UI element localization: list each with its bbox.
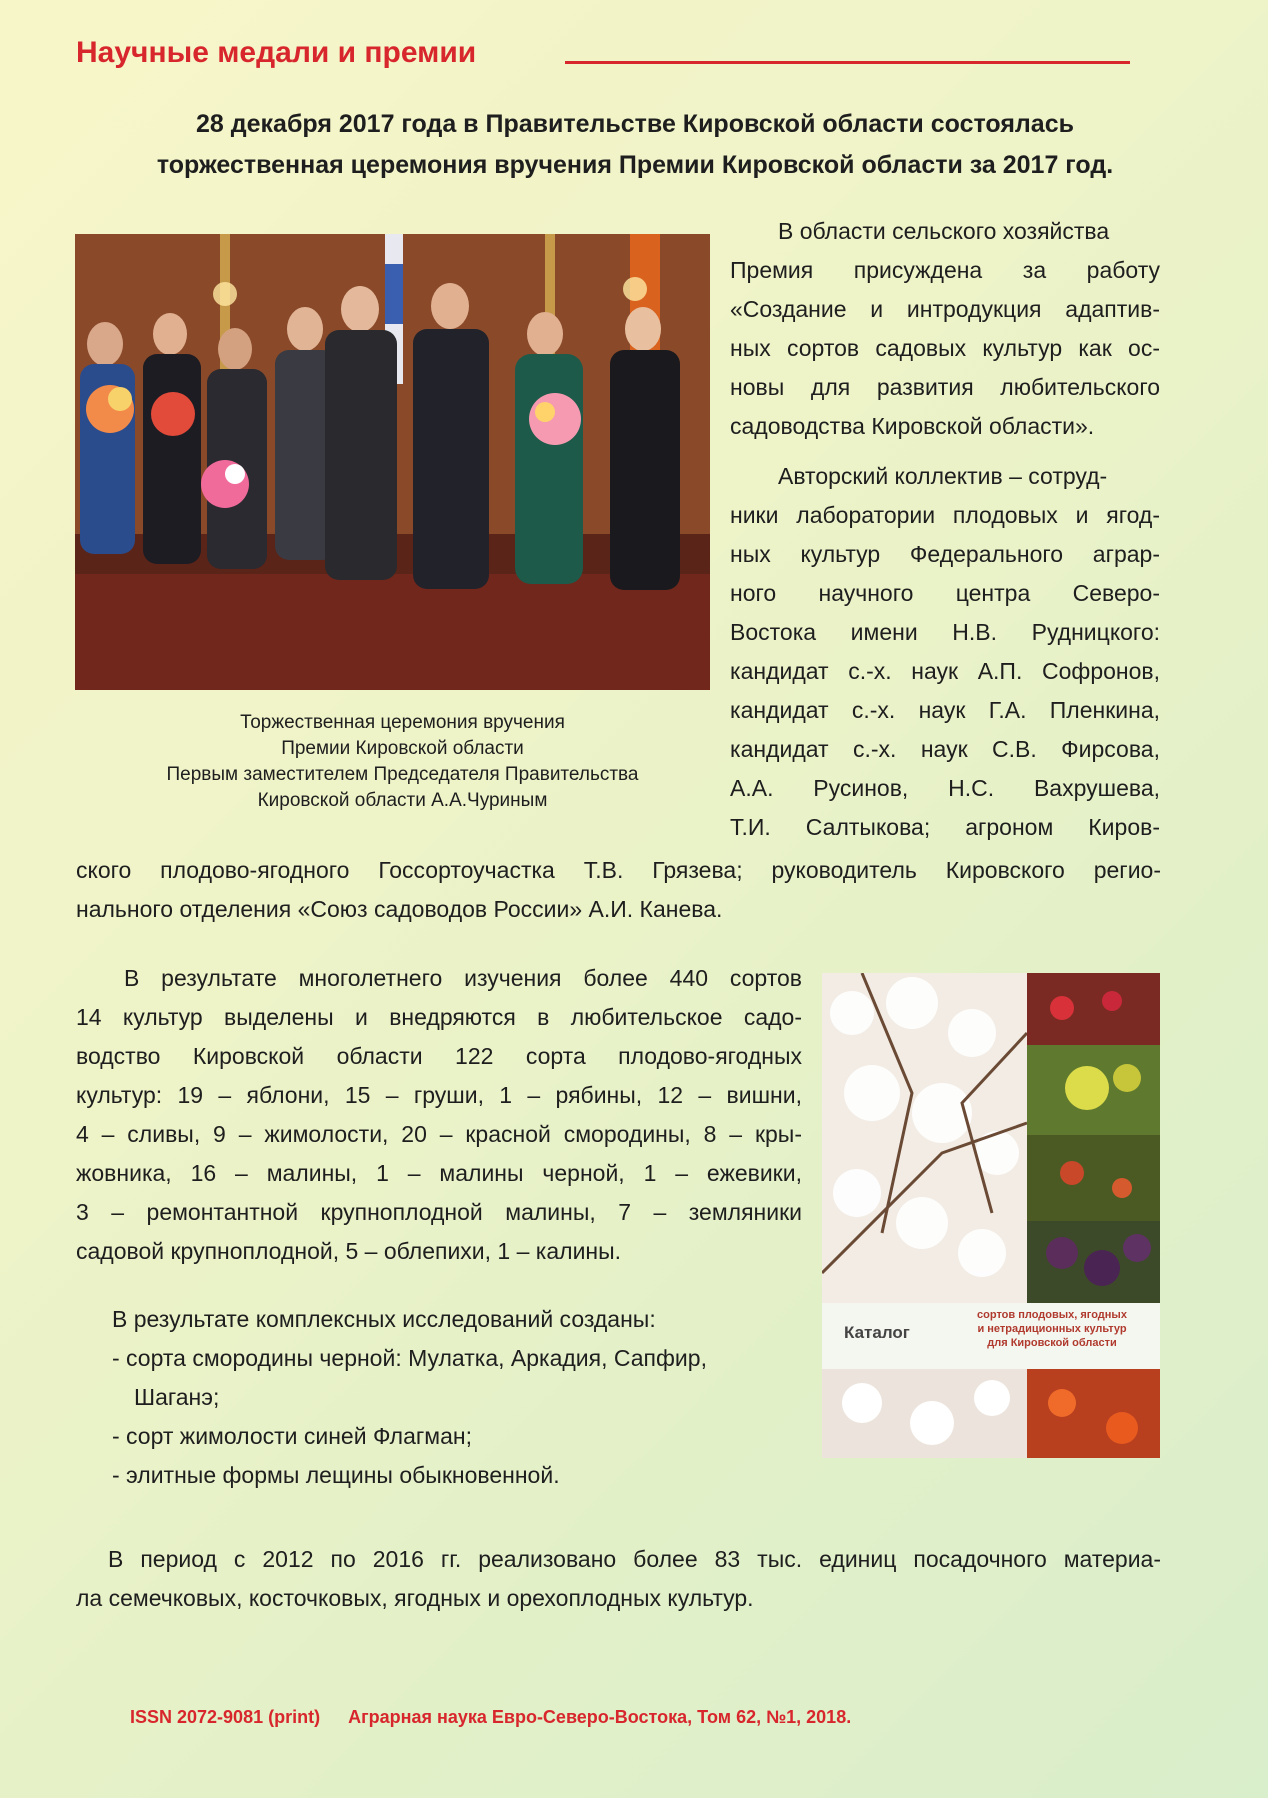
text-line: ных сортов садовых культур как ос-: [730, 335, 1160, 361]
ceremony-photo-icon: [75, 234, 710, 690]
caption-line: Торжественная церемония вручения: [240, 712, 565, 733]
text-line: новы для развития любительского: [730, 374, 1160, 400]
text-line: А.А. Русинов, Н.С. Вахрушева,: [730, 775, 1160, 801]
paragraph-authors: [730, 457, 1160, 847]
footer-journal: Аграрная наука Евро-Северо-Востока, Том 62, №1, 2018.: [348, 1707, 852, 1727]
text-line: 14 культур выделены и внедряются в любительское садо-: [76, 1004, 802, 1030]
text-line: кандидат с.-х. наук С.В. Фирсова,: [730, 736, 1160, 762]
text-line: 3 – ремонтантной крупноплодной малины, 7 – земляники: [76, 1199, 802, 1225]
catalog-subtitle: [952, 1308, 1152, 1350]
results-list: [112, 1300, 812, 1495]
text-line: ла семечковых, косточковых, ягодных и орехоплодных культур.: [76, 1585, 754, 1611]
list-item: - сорта смородины черной: Мулатка, Аркадия, Сапфир,: [112, 1345, 707, 1371]
text-line: «Создание и интродукция адаптив-: [730, 296, 1160, 322]
headline-line-2: торжественная церемония вручения Премии Кировской области за 2017 год.: [156, 151, 1114, 179]
text-line: В области сельского хозяйства: [778, 218, 1110, 244]
text-line: В результате многолетнего изучения более 440 сортов: [124, 965, 802, 991]
text-line: В период с 2012 по 2016 гг. реализовано более 83 тыс. единиц посадочного материа-: [108, 1546, 1161, 1572]
paragraph-authors-continued: [76, 851, 1161, 929]
list-item: Шаганэ;: [134, 1384, 220, 1410]
catalog-cover-icon: [822, 973, 1160, 1458]
text-line: садоводства Кировской области».: [730, 413, 1095, 439]
catalog-subtitle-line: и нетрадиционных культур: [977, 1323, 1127, 1335]
catalog-subtitle-line: сортов плодовых, ягодных: [977, 1309, 1127, 1321]
paragraph-results: [76, 959, 802, 1271]
text-line: ского плодово-ягодного Госсортоучастка Т.В. Грязева; руководитель Кировского регио-: [76, 857, 1161, 883]
section-rule: [565, 61, 1130, 64]
text-line: Премия присуждена за работу: [730, 257, 1160, 283]
paragraph-planting: [76, 1540, 1161, 1618]
headline-line-1: 28 декабря 2017 года в Правительстве Кировской области состоялась: [196, 110, 1074, 138]
text-line: кандидат с.-х. наук Г.А. Пленкина,: [730, 697, 1160, 723]
caption-line: Первым заместителем Председателя Правительства: [166, 764, 639, 785]
caption-line: Кировской области А.А.Чуриным: [257, 790, 548, 811]
catalog-cover: [822, 973, 1160, 1458]
text-line: жовника, 16 – малины, 1 – малины черной, 1 – ежевики,: [76, 1160, 802, 1186]
list-item: - элитные формы лещины обыкновенной.: [112, 1462, 560, 1488]
text-line: ники лаборатории плодовых и ягод-: [730, 502, 1160, 528]
list-intro: В результате комплексных исследований созданы:: [112, 1306, 656, 1332]
list-item: - сорт жимолости синей Флагман;: [112, 1423, 472, 1449]
text-line: кандидат с.-х. наук А.П. Софронов,: [730, 658, 1160, 684]
catalog-subtitle-line: для Кировской области: [987, 1337, 1117, 1349]
page-footer: [130, 1707, 851, 1728]
headline: [60, 104, 1210, 186]
text-line: Т.И. Салтыкова; агроном Киров-: [730, 814, 1160, 840]
text-line: нального отделения «Союз садоводов России» А.И. Канева.: [76, 896, 723, 922]
paragraph-award: [730, 212, 1160, 446]
text-line: ных культур Федерального аграр-: [730, 541, 1160, 567]
section-title: Научные медали и премии: [76, 36, 477, 69]
catalog-word: Каталог: [844, 1323, 910, 1342]
text-line: Востока имени Н.В. Рудницкого:: [730, 619, 1160, 645]
text-line: садовой крупноплодной, 5 – облепихи, 1 – калины.: [76, 1238, 622, 1264]
text-line: культур: 19 – яблони, 15 – груши, 1 – рябины, 12 – вишни,: [76, 1082, 802, 1108]
photo-caption: [110, 710, 695, 814]
text-line: ного научного центра Северо-: [730, 580, 1160, 606]
text-line: Авторский коллектив – сотруд-: [778, 463, 1108, 489]
caption-line: Премии Кировской области: [281, 738, 524, 759]
footer-issn: ISSN 2072-9081 (print): [130, 1707, 321, 1727]
text-line: 4 – сливы, 9 – жимолости, 20 – красной смородины, 8 – кры-: [76, 1121, 802, 1147]
text-line: водство Кировской области 122 сорта плодово-ягодных: [76, 1043, 802, 1069]
ceremony-photo: [75, 234, 710, 690]
